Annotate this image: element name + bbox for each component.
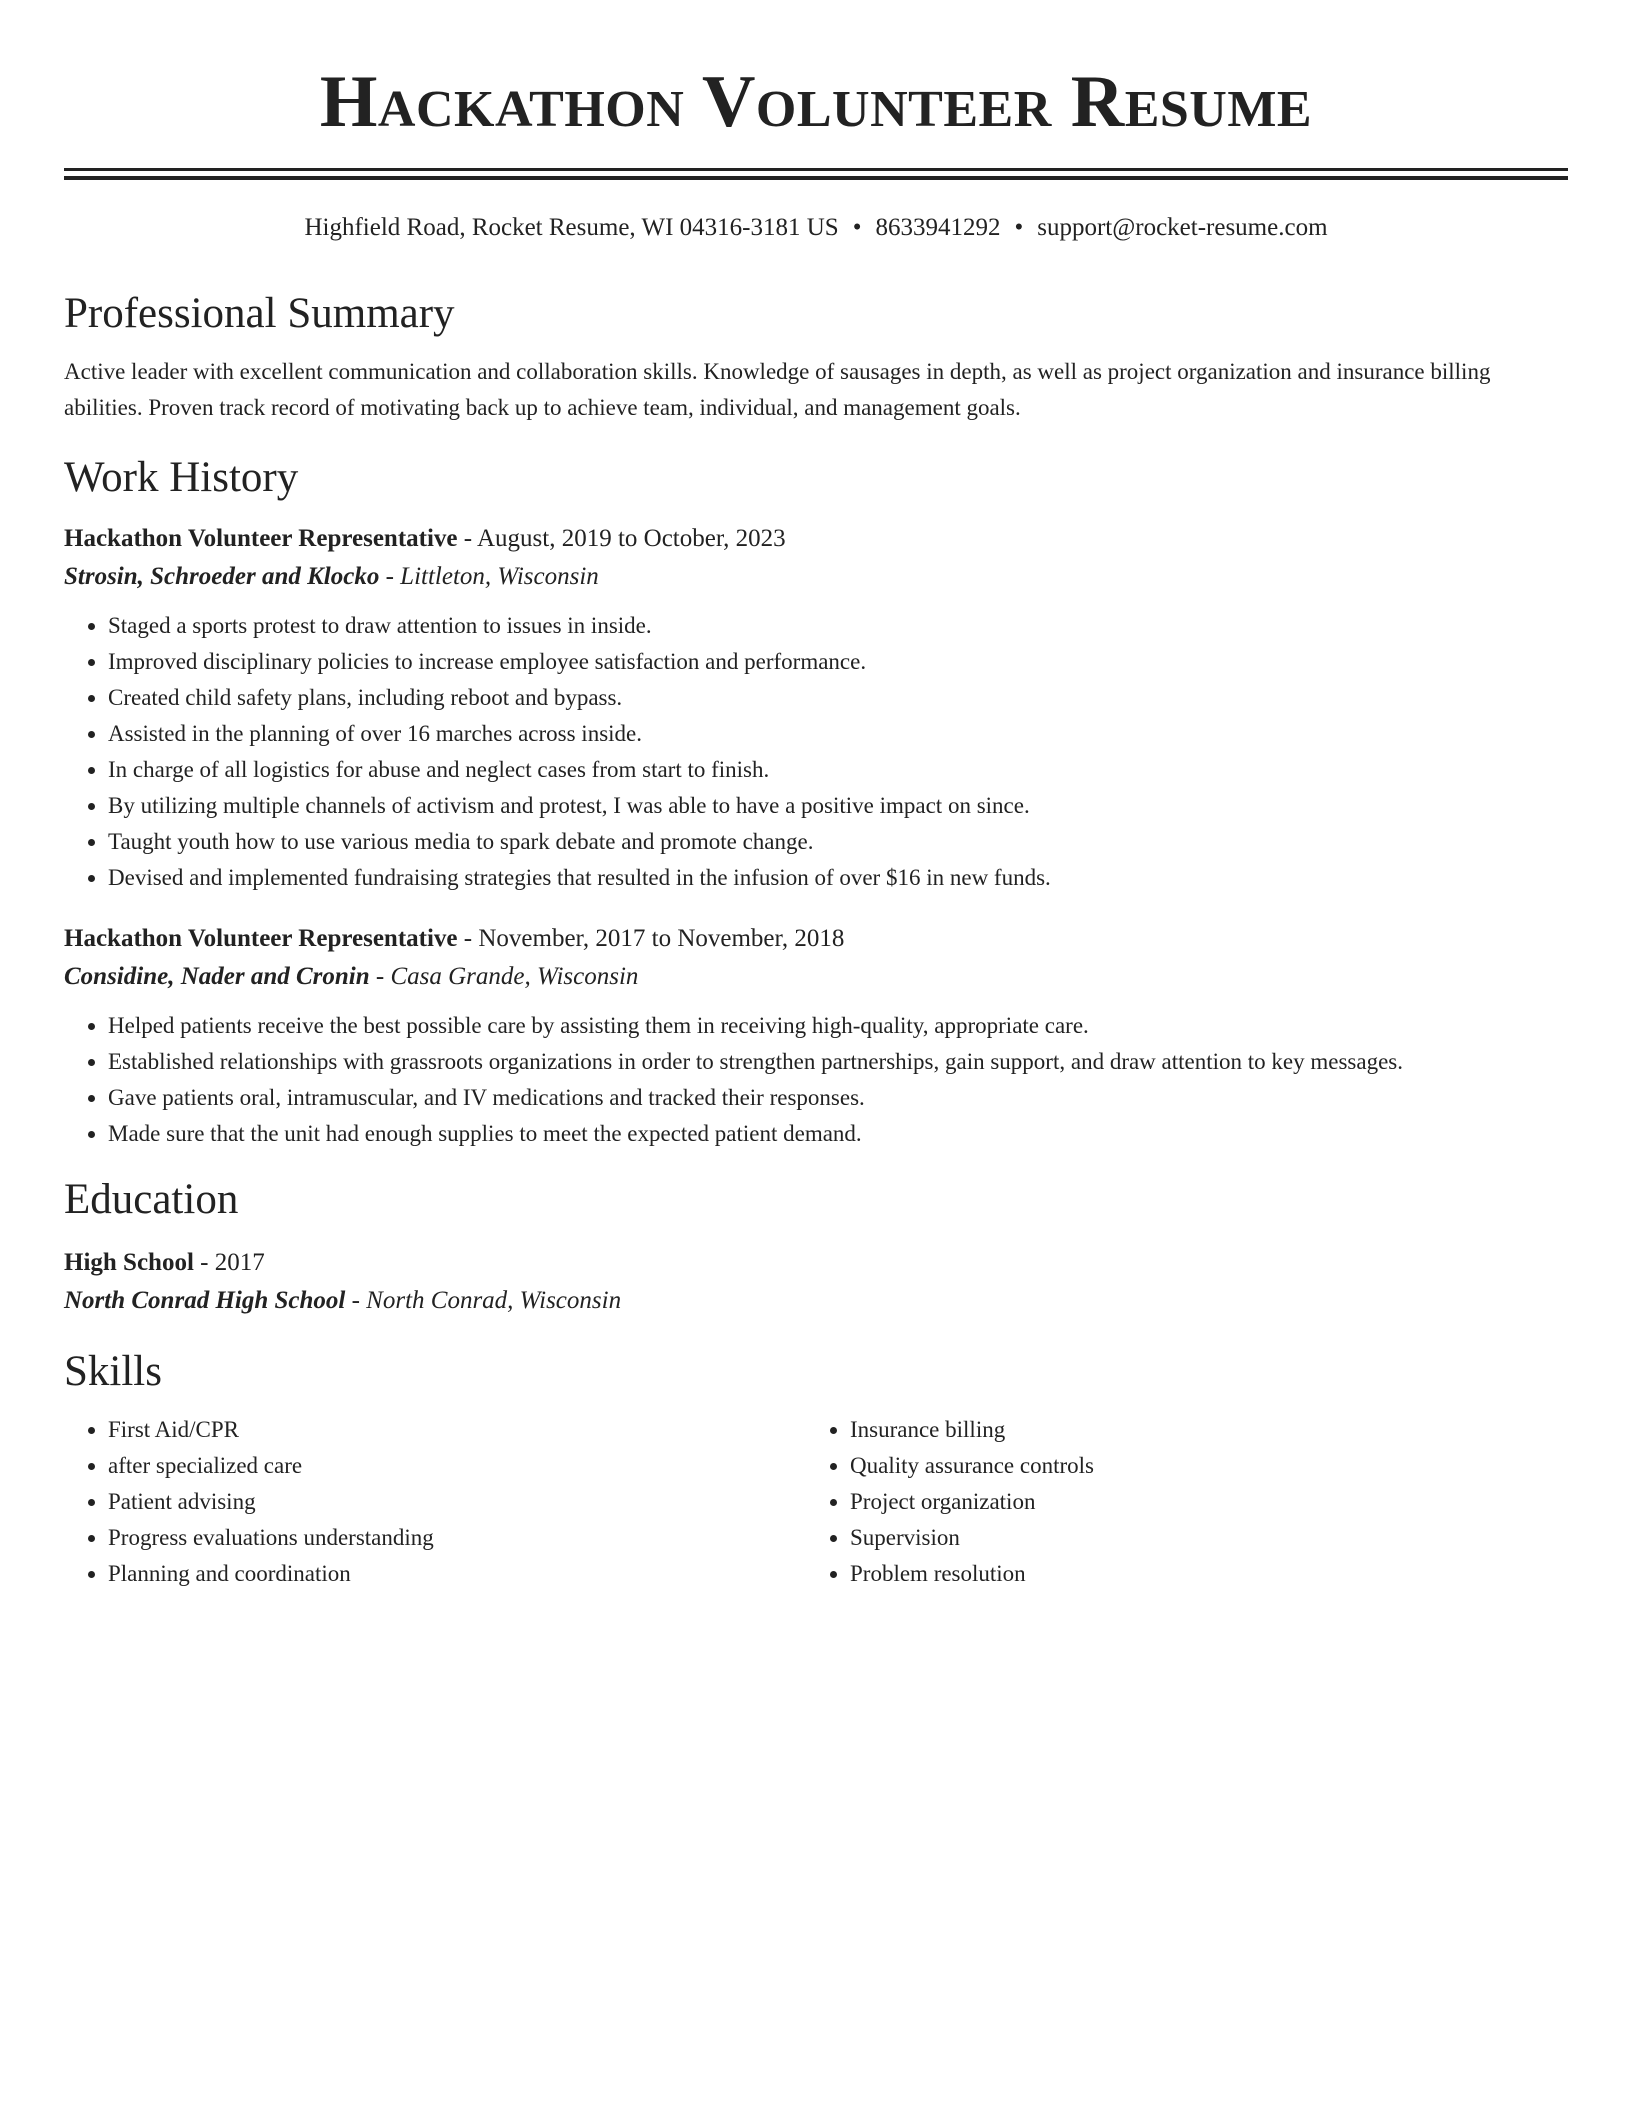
list-item: • Planning and coordination — [108, 1556, 806, 1592]
skills-column-left — [64, 1412, 806, 1592]
list-item: • Progress evaluations understanding — [108, 1520, 806, 1556]
list-item: • Taught youth how to use various media to spark debate and promote change. — [108, 824, 1568, 860]
job-entry — [64, 520, 1568, 896]
job-bullets — [64, 608, 1568, 896]
education-degree: High School — [64, 1249, 194, 1276]
list-item: • Problem resolution — [850, 1556, 1548, 1592]
job-bullets — [64, 1008, 1568, 1152]
work-history-heading: Work History — [64, 454, 299, 501]
education-year: - 2017 — [193, 1249, 265, 1276]
skills-column-right — [806, 1412, 1548, 1592]
education-school: North Conrad High School — [64, 1287, 346, 1314]
list-item: • Devised and implemented fundraising strategies that resulted in the infusion of over $16 in new funds. — [108, 860, 1568, 896]
list-item: • Gave patients oral, intramuscular, and IV medications and tracked their responses. — [108, 1080, 1568, 1116]
education-degree-line — [64, 1244, 1568, 1282]
job-entry — [64, 920, 1568, 1152]
contact-email: support@rocket-resume.com — [1037, 214, 1328, 241]
skills-heading: Skills — [64, 1348, 162, 1395]
resume-title: Hackathon Volunteer Resume — [319, 61, 1313, 143]
title-rule-bottom — [64, 176, 1568, 180]
list-item: • First Aid/CPR — [108, 1412, 806, 1448]
job-role: Hackathon Volunteer Representative — [64, 925, 458, 952]
job-company: Strosin, Schroeder and Klocko — [64, 563, 380, 590]
title-rule-top — [64, 168, 1568, 171]
summary-heading: Professional Summary — [64, 290, 455, 337]
list-item: • Patient advising — [108, 1484, 806, 1520]
job-header — [64, 920, 1568, 958]
job-location: - Casa Grande, Wisconsin — [369, 963, 639, 990]
job-role: Hackathon Volunteer Representative — [64, 525, 458, 552]
job-header — [64, 520, 1568, 558]
contact-separator: • — [1014, 214, 1024, 241]
list-item: • Supervision — [850, 1520, 1548, 1556]
list-item: • after specialized care — [108, 1448, 806, 1484]
education-location: - North Conrad, Wisconsin — [345, 1287, 622, 1314]
list-item: • Assisted in the planning of over 16 marches across inside. — [108, 716, 1568, 752]
job-location: - Littleton, Wisconsin — [379, 563, 599, 590]
skills-grid — [64, 1412, 1568, 1592]
job-employer — [64, 958, 1568, 996]
list-item: • Helped patients receive the best possible care by assisting them in receiving high-quality, appropriate care. — [108, 1008, 1568, 1044]
contact-line — [64, 212, 1568, 244]
list-item: • Established relationships with grassroots organizations in order to strengthen partnerships, gain support, and draw attention to key messages. — [108, 1044, 1568, 1080]
summary-text: Active leader with excellent communication and collaboration skills. Knowledge of sausages in depth, as well as project organization and insurance billing abilities. Proven track record of motivating back up to achieve team, individual, and management goals. — [64, 359, 1491, 420]
education-heading: Education — [64, 1176, 239, 1223]
job-dates: - November, 2017 to November, 2018 — [457, 925, 845, 952]
contact-address: Highfield Road, Rocket Resume, WI 04316-3181 US — [304, 214, 839, 241]
list-item: • Created child safety plans, including reboot and bypass. — [108, 680, 1568, 716]
list-item: • Project organization — [850, 1484, 1548, 1520]
job-dates: - August, 2019 to October, 2023 — [457, 525, 786, 552]
contact-phone: 8633941292 — [875, 214, 1001, 241]
list-item: • Improved disciplinary policies to increase employee satisfaction and performance. — [108, 644, 1568, 680]
list-item: • Quality assurance controls — [850, 1448, 1548, 1484]
job-company: Considine, Nader and Cronin — [64, 963, 370, 990]
job-employer — [64, 558, 1568, 596]
contact-separator: • — [852, 214, 862, 241]
list-item: • In charge of all logistics for abuse and neglect cases from start to finish. — [108, 752, 1568, 788]
list-item: • Insurance billing — [850, 1412, 1548, 1448]
list-item: • By utilizing multiple channels of activism and protest, I was able to have a positive impact on since. — [108, 788, 1568, 824]
list-item: • Made sure that the unit had enough supplies to meet the expected patient demand. — [108, 1116, 1568, 1152]
education-school-line — [64, 1282, 1568, 1320]
list-item: • Staged a sports protest to draw attention to issues in inside. — [108, 608, 1568, 644]
